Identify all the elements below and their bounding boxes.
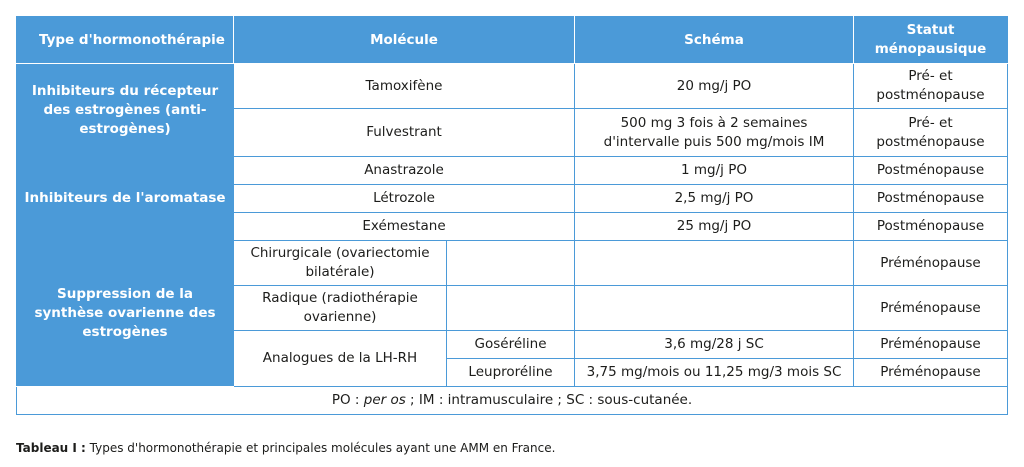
caption-text: Types d'hormonothérapie et principales molécules ayant une AMM en France. <box>85 441 556 455</box>
footnote-rest: ; IM : intramusculaire ; SC : sous-cutanée. <box>405 392 693 408</box>
molecule-cell: Tamoxifène <box>234 64 575 109</box>
category-suppression: Suppression de la synthèse ovarienne des estrogènes <box>17 241 234 387</box>
sub-molecule-cell <box>447 241 575 286</box>
footnote-per-os: per os <box>363 392 406 408</box>
table-row <box>17 241 1008 286</box>
molecule-cell: Exémestane <box>234 213 575 241</box>
schema-cell: 2,5 mg/j PO <box>575 185 854 213</box>
schema-cell: 20 mg/j PO <box>575 64 854 109</box>
schema-cell: 25 mg/j PO <box>575 213 854 241</box>
statut-cell: Postménopause <box>854 213 1008 241</box>
schema-cell: 3,75 mg/mois ou 11,25 mg/3 mois SC <box>575 359 854 387</box>
table-row <box>17 64 1008 109</box>
schema-cell: 500 mg 3 fois à 2 semaines d'intervalle puis 500 mg/mois IM <box>575 109 854 157</box>
sub-molecule-cell: Leuproréline <box>447 359 575 387</box>
schema-cell: 1 mg/j PO <box>575 157 854 185</box>
molecule-cell: Fulvestrant <box>234 109 575 157</box>
schema-cell: 3,6 mg/28 j SC <box>575 331 854 359</box>
molecule-cell: Létrozole <box>234 185 575 213</box>
header-type: Type d'hormonothérapie <box>17 17 234 64</box>
sub-molecule-cell: Goséréline <box>447 331 575 359</box>
sub-molecule-cell <box>447 286 575 331</box>
statut-cell: Postménopause <box>854 185 1008 213</box>
header-schema: Schéma <box>575 17 854 64</box>
header-statut: Statut ménopausique <box>854 17 1008 64</box>
molecule-group-cell: Analogues de la LH-RH <box>234 331 447 387</box>
footnote-po: PO : <box>331 392 364 408</box>
footnote-row <box>17 387 1008 415</box>
category-aromatase: Inhibiteurs de l'aromatase <box>17 157 234 241</box>
hormonotherapy-table <box>16 16 1008 415</box>
table-row <box>17 157 1008 185</box>
molecule-cell: Anastrazole <box>234 157 575 185</box>
statut-cell: Préménopause <box>854 359 1008 387</box>
header-row <box>17 17 1008 64</box>
table-caption <box>16 441 555 455</box>
schema-cell <box>575 241 854 286</box>
statut-cell: Postménopause <box>854 157 1008 185</box>
statut-cell: Pré- et postménopause <box>854 64 1008 109</box>
molecule-cell: Chirurgicale (ovariectomie bilatérale) <box>234 241 447 286</box>
molecule-cell: Radique (radiothérapie ovarienne) <box>234 286 447 331</box>
header-molecule: Molécule <box>234 17 575 64</box>
statut-cell: Préménopause <box>854 241 1008 286</box>
statut-cell: Préménopause <box>854 286 1008 331</box>
schema-cell <box>575 286 854 331</box>
statut-cell: Pré- et postménopause <box>854 109 1008 157</box>
footnote <box>17 387 1008 415</box>
category-anti-estrogenes: Inhibiteurs du récepteur des estrogènes (anti-estrogènes) <box>17 64 234 157</box>
statut-cell: Préménopause <box>854 331 1008 359</box>
caption-label: Tableau I : <box>16 441 86 455</box>
